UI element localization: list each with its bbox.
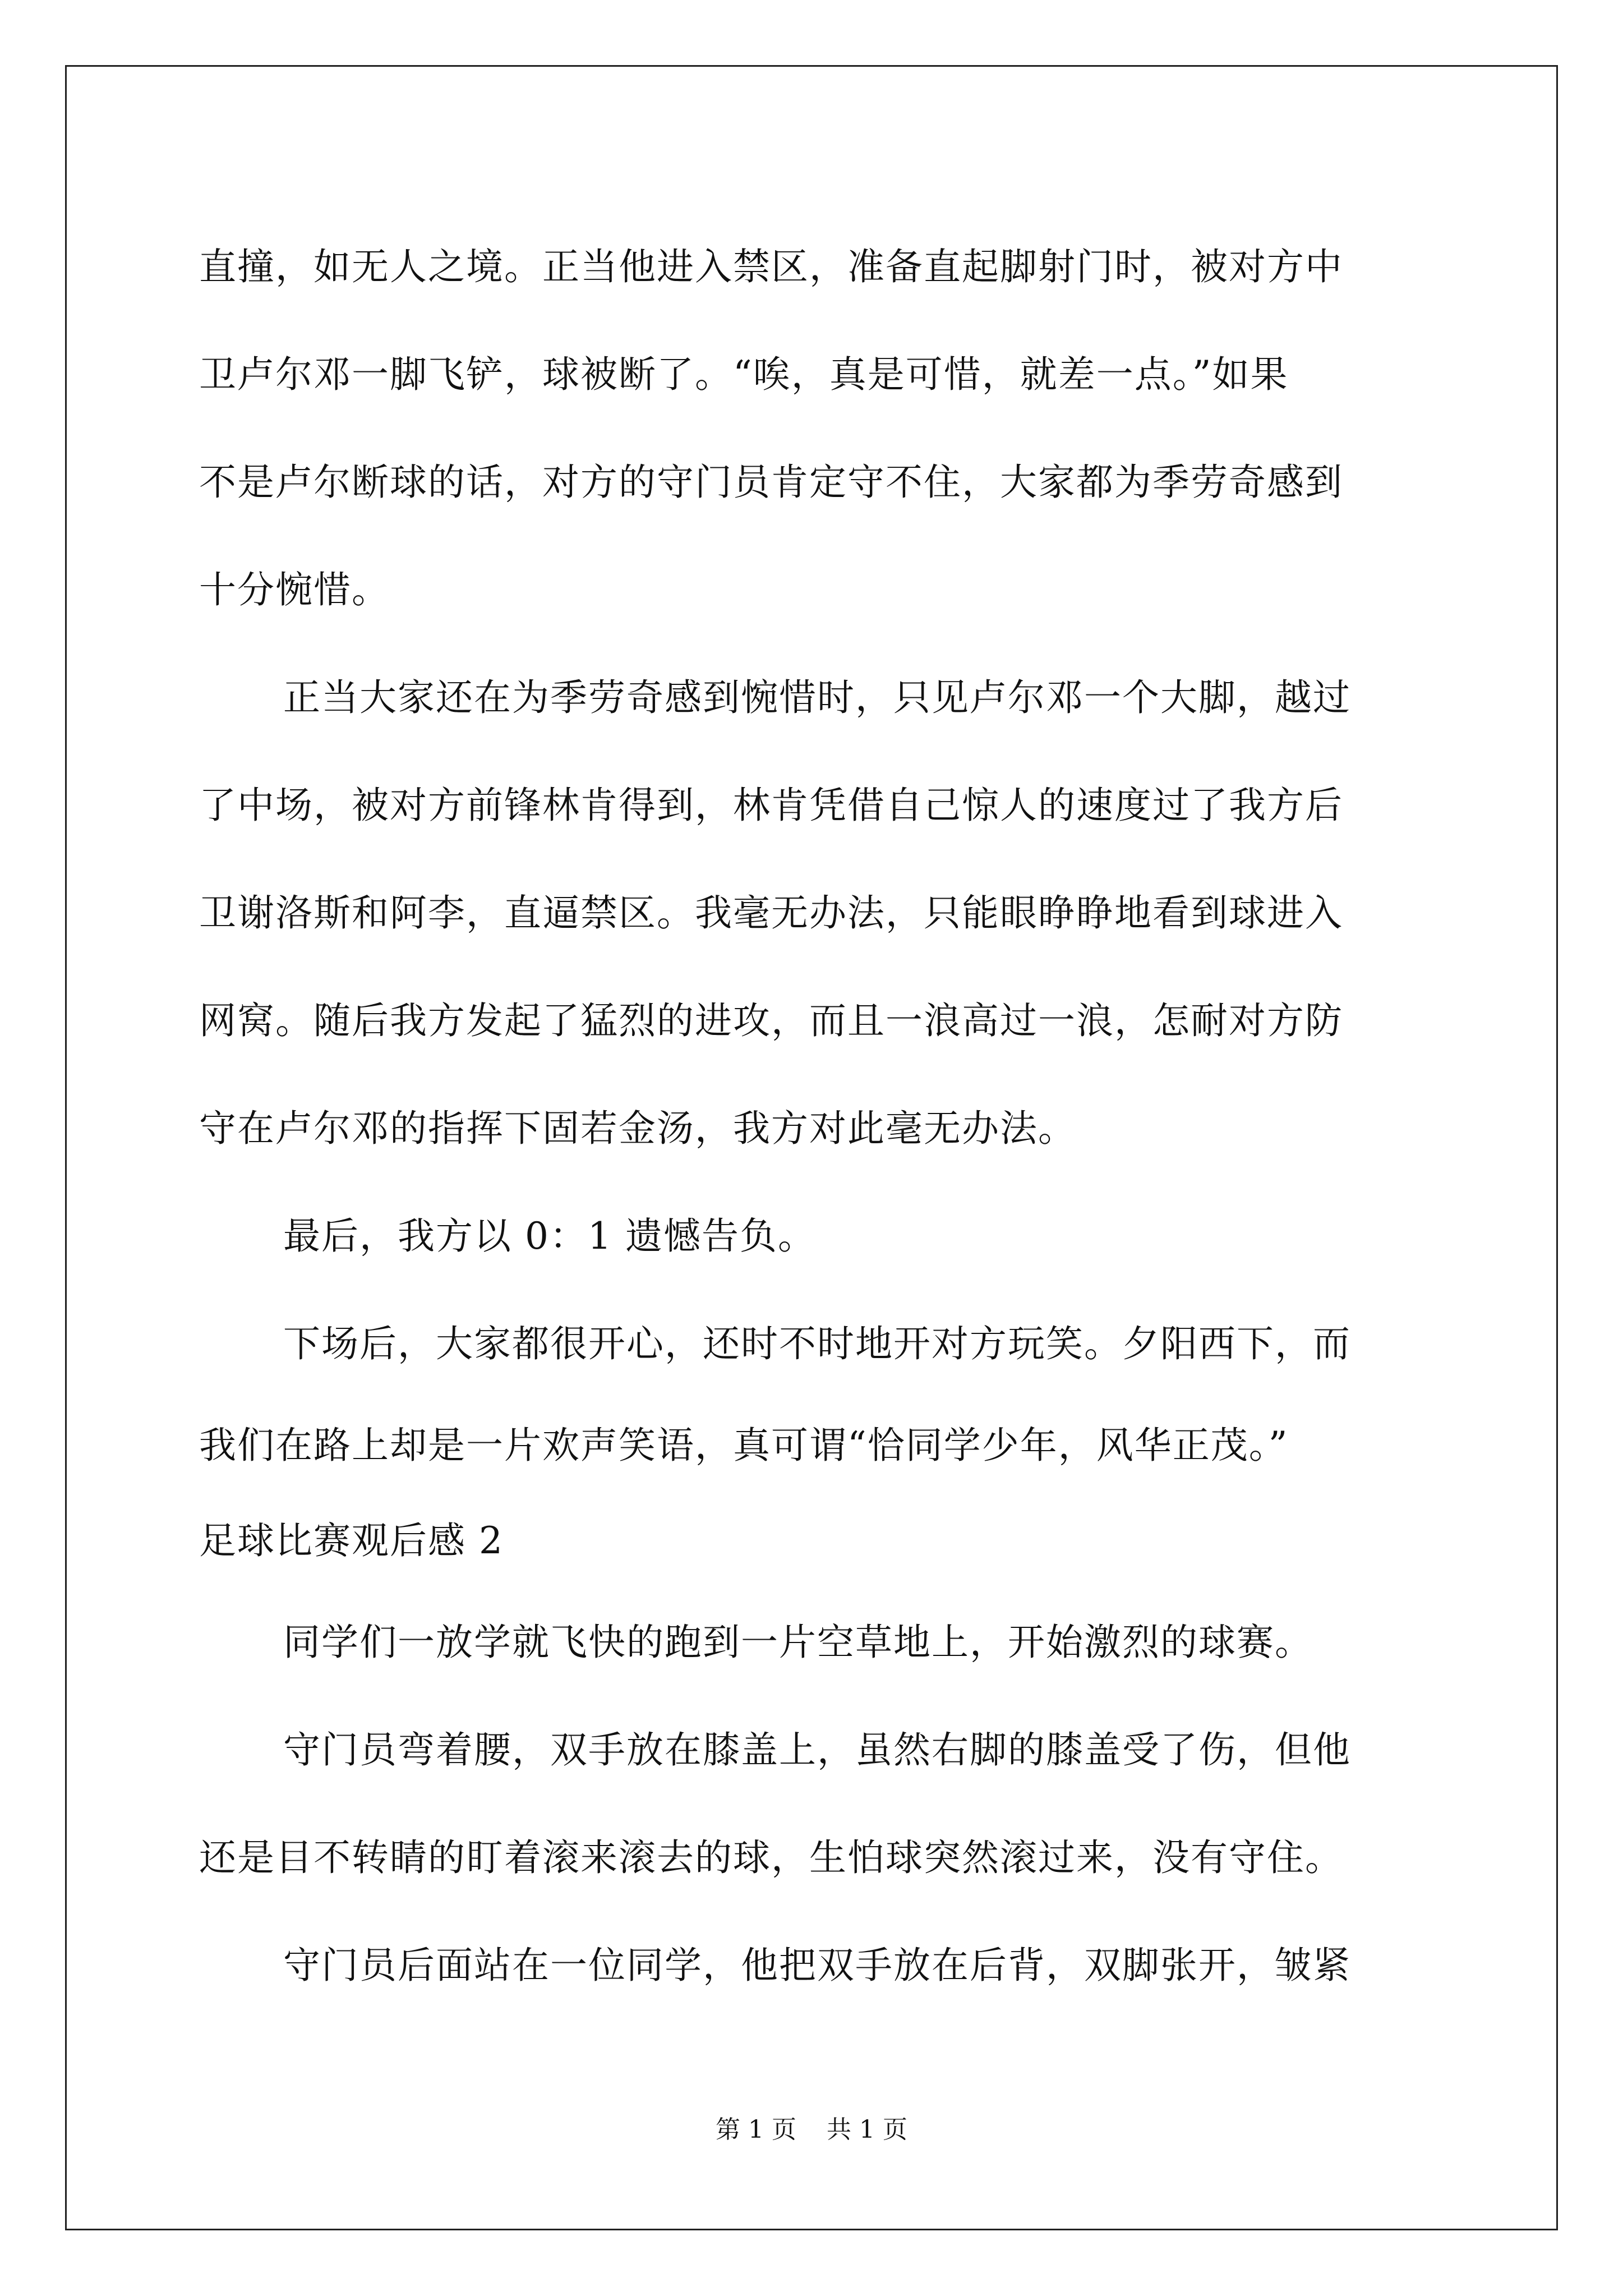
page-number-current: 第 1 页 xyxy=(716,2115,796,2144)
paragraph-first-line: 正当大家还在为季劳奇感到惋惜时，只见卢尔邓一个大脚，越过 xyxy=(283,676,1351,719)
text-line: 网窝。随后我方发起了猛烈的进攻，而且一浪高过一浪，怎耐对方防 xyxy=(199,999,1343,1042)
paragraph-first-line: 同学们一放学就飞快的跑到一片空草地上，开始激烈的球赛。 xyxy=(283,1621,1313,1664)
text-line: 不是卢尔断球的话，对方的守门员肯定守不住，大家都为季劳奇感到 xyxy=(199,461,1343,504)
paragraph-first-line: 最后，我方以 0：1 遗憾告负。 xyxy=(283,1214,816,1258)
text-line: 守在卢尔邓的指挥下固若金汤，我方对此毫无办法。 xyxy=(199,1107,1076,1150)
paragraph-first-line: 守门员弯着腰，双手放在膝盖上，虽然右脚的膝盖受了伤，但他 xyxy=(283,1728,1351,1772)
paragraph-first-line: 守门员后面站在一位同学，他把双手放在后背，双脚张开，皱紧 xyxy=(283,1944,1351,1987)
document-body xyxy=(199,213,1427,2019)
text-line: 了中场，被对方前锋林肯得到，林肯凭借自己惊人的速度过了我方后 xyxy=(199,784,1343,827)
text-line: 卫卢尔邓一脚飞铲，球被断了。“唉，真是可惜，就差一点。”如果 xyxy=(199,353,1289,396)
text-line: 直撞，如无人之境。正当他进入禁区，准备直起脚射门时，被对方中 xyxy=(199,245,1343,288)
text-line: 还是目不转睛的盯着滚来滚去的球，生怕球突然滚过来，没有守住。 xyxy=(199,1836,1343,1879)
paragraph-first-line: 下场后，大家都很开心，还时不时地开对方玩笑。夕阳西下，而 xyxy=(283,1322,1351,1365)
text-line: 卫谢洛斯和阿李，直逼禁区。我毫无办法，只能眼睁睁地看到球进入 xyxy=(199,891,1343,935)
text-line: 我们在路上却是一片欢声笑语，真可谓“恰同学少年，风华正茂。” xyxy=(199,1424,1289,1467)
section-heading: 足球比赛观后感 2 xyxy=(199,1519,504,1562)
text-line: 十分惋惜。 xyxy=(199,568,390,611)
page-number-total: 共 1 页 xyxy=(827,2115,907,2144)
page-footer xyxy=(0,2109,1623,2145)
